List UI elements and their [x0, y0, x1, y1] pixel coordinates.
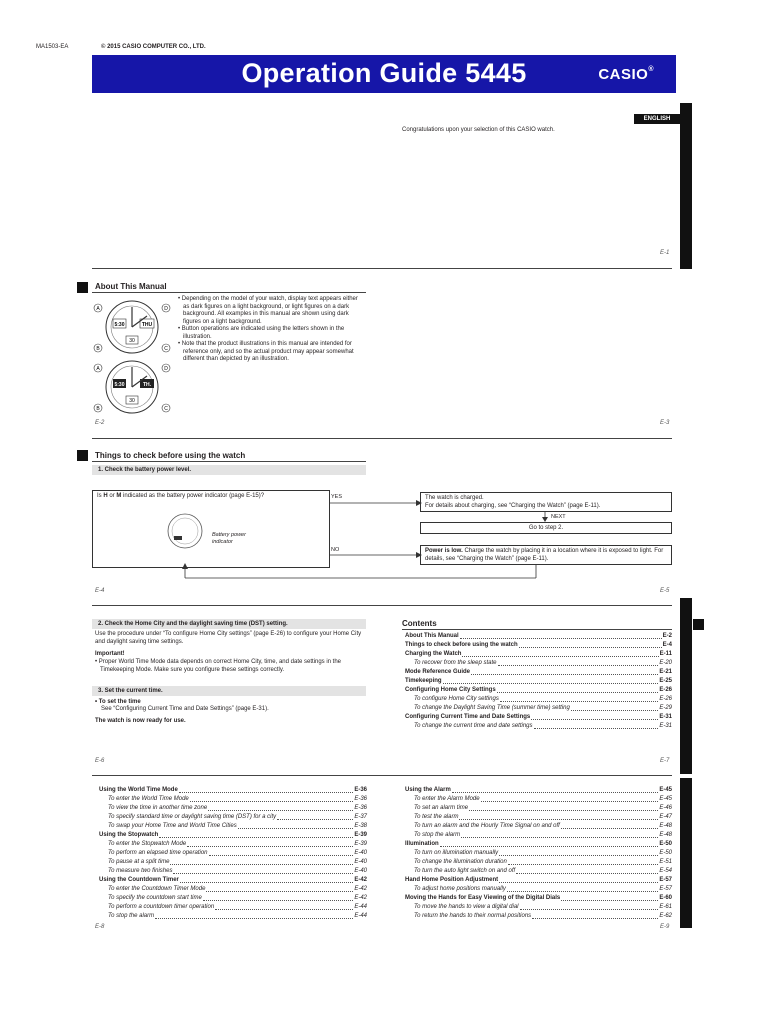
toc-entry-page: E-39	[354, 832, 367, 838]
toc-entry-page: E-42	[354, 886, 367, 892]
toc-entry-page: E-45	[659, 787, 672, 793]
toc-entry	[405, 786, 672, 795]
toc-entry-page: E-42	[354, 877, 367, 883]
toc-leader-dots	[187, 840, 353, 847]
step2-text: Use the procedure under “To configure Home City settings” (page E-26) to configure your Home City and daylight saving time settings.	[95, 631, 362, 645]
toc-entry-page: E-26	[659, 696, 672, 702]
toc-entry-label: To enter the Stopwatch Mode	[108, 841, 187, 847]
indicator-label: Battery power indicator	[212, 532, 246, 545]
page-number: E-3	[660, 420, 670, 426]
ready-text: The watch is now ready for use.	[95, 718, 186, 724]
toc-entry	[405, 813, 672, 822]
toc-entry	[99, 795, 367, 804]
toc-leader-dots	[532, 912, 658, 919]
page-divider	[92, 438, 672, 439]
toc-entry	[405, 632, 672, 641]
toc-leader-dots	[443, 677, 659, 684]
toc-leader-dots	[461, 831, 658, 838]
toc-entry	[99, 894, 367, 903]
list-item: • Depending on the model of your watch, display text appears either as dark figures on a light background, or light figures on a dark background. All examples in this manual are shown using dark figures on a light background.	[178, 296, 358, 325]
toc-entry-label: To perform an elapsed time operation	[108, 850, 208, 856]
contents-list-right	[405, 786, 672, 921]
toc-entry-page: E-11	[659, 651, 672, 657]
page-title: Operation Guide 5445	[241, 58, 527, 88]
toc-entry-label: To enter the World Time Mode	[108, 796, 189, 802]
toc-entry-label: To enter the Alarm Mode	[414, 796, 480, 802]
toc-entry-page: E-21	[659, 669, 672, 675]
toc-entry-page: E-47	[659, 814, 672, 820]
toc-entry-page: E-40	[354, 868, 367, 874]
page-divider	[92, 268, 672, 269]
battery-question-box: Is H or M indicated as the battery power indicator (page E-15)?	[92, 490, 330, 568]
toc-entry-label: Using the Alarm	[405, 787, 451, 793]
next-label: NEXT	[551, 514, 566, 520]
toc-entry-label: To test the alarm	[414, 814, 459, 820]
toc-entry-label: Configuring Current Time and Date Settings	[405, 714, 531, 720]
toc-entry-page: E-61	[659, 904, 672, 910]
svg-text:A: A	[96, 366, 100, 372]
toc-leader-dots	[159, 831, 353, 838]
return-arrow	[180, 562, 542, 582]
toc-entry-label: To change the illumination duration	[414, 859, 507, 865]
toc-entry-page: E-48	[659, 823, 672, 829]
toc-leader-dots	[498, 659, 659, 666]
toc-leader-dots	[531, 713, 658, 720]
toc-entry-label: To turn an alarm and the Hourly Time Signal on and off	[414, 823, 560, 829]
svg-text:D: D	[164, 366, 168, 372]
watch-day: THU	[141, 322, 153, 328]
toc-entry	[405, 641, 672, 650]
toc-leader-dots	[499, 849, 658, 856]
toc-leader-dots	[170, 858, 353, 865]
toc-entry	[99, 840, 367, 849]
toc-entry	[405, 885, 672, 894]
toc-leader-dots	[462, 650, 658, 657]
toc-entry	[405, 795, 672, 804]
page-number: E-4	[95, 588, 105, 594]
toc-entry	[405, 722, 672, 731]
toc-leader-dots	[206, 885, 353, 892]
toc-entry	[99, 885, 367, 894]
casio-logo: CASIO®	[598, 66, 654, 83]
toc-entry	[405, 840, 672, 849]
section-underline	[92, 292, 366, 293]
toc-entry-label: To perform a countdown timer operation	[108, 904, 215, 910]
page-number: E-8	[95, 924, 105, 930]
toc-entry-label: To recover from the sleep state	[414, 660, 497, 666]
toc-entry-label: Moving the Hands for Easy Viewing of the Digital Dials	[405, 895, 561, 901]
no-label: NO	[331, 547, 340, 553]
svg-text:A: A	[96, 306, 100, 312]
toc-entry-page: E-20	[659, 660, 672, 666]
list-item: • Note that the product illustrations in this manual are intended for reference only, and so the actual product may appear somewhat different than depicted by an illustration.	[178, 341, 354, 362]
contents-list-left	[99, 786, 367, 921]
toc-entry-label: To turn on illumination manually	[414, 850, 499, 856]
toc-entry-page: E-44	[354, 913, 367, 919]
toc-entry	[405, 650, 672, 659]
about-title: About This Manual	[95, 282, 167, 291]
side-tab-bar	[680, 598, 692, 774]
toc-entry	[405, 903, 672, 912]
toc-entry-label: To change the current time and date settings	[414, 723, 533, 729]
watch-illustration-1	[92, 298, 172, 356]
toc-entry-page: E-42	[354, 895, 367, 901]
svg-text:D: D	[164, 306, 168, 312]
goto-box: Go to step 2.	[420, 522, 672, 534]
toc-leader-dots	[497, 686, 659, 693]
toc-leader-dots	[277, 813, 353, 820]
toc-entry-page: E-2	[662, 633, 672, 639]
svg-text:B: B	[96, 406, 100, 412]
toc-entry-label: Using the Stopwatch	[99, 832, 159, 838]
next-arrow	[540, 512, 550, 522]
page-number: E-7	[660, 758, 670, 764]
toc-leader-dots	[471, 668, 658, 675]
toc-entry-page: E-40	[354, 859, 367, 865]
toc-entry	[99, 822, 367, 831]
toc-entry-label: To swap your Home Time and World Time Cities	[108, 823, 237, 829]
page-number: E-9	[660, 924, 670, 930]
toc-leader-dots	[561, 822, 659, 829]
toc-entry-page: E-57	[659, 886, 672, 892]
toc-leader-dots	[208, 804, 353, 811]
important-label: Important!	[95, 651, 125, 657]
toc-leader-dots	[534, 722, 659, 729]
toc-entry-label: To configure Home City settings	[414, 696, 499, 702]
toc-entry-label: To enter the Countdown Timer Mode	[108, 886, 206, 892]
set-time-heading: • To set the time	[95, 699, 141, 705]
toc-entry-page: E-46	[659, 805, 672, 811]
toc-entry-label: To turn the auto light switch on and off	[414, 868, 516, 874]
toc-entry-page: E-36	[354, 787, 367, 793]
toc-entry-label: To set an alarm time	[414, 805, 469, 811]
toc-entry-page: E-4	[662, 642, 672, 648]
things-title: Things to check before using the watch	[95, 451, 246, 460]
toc-leader-dots	[209, 849, 354, 856]
toc-entry-label: To adjust home positions manually	[414, 886, 506, 892]
svg-text:5:30: 5:30	[114, 382, 125, 388]
title-banner	[92, 55, 676, 93]
step-band: 3. Set the current time.	[92, 686, 366, 696]
toc-entry	[405, 677, 672, 686]
watch-time: 5:30	[114, 322, 125, 328]
power-low-box: Power is low. Charge the watch by placing it in a location where it is exposed to light. For details, see “Charging the Watch” (page E-11).	[420, 545, 672, 565]
toc-entry	[99, 903, 367, 912]
document-code: MA1503-EA	[36, 44, 69, 50]
toc-leader-dots	[440, 840, 659, 847]
page-number: E-6	[95, 758, 105, 764]
toc-leader-dots	[238, 822, 354, 829]
page-divider	[92, 775, 672, 776]
page-number: E-2	[95, 420, 105, 426]
toc-leader-dots	[190, 795, 354, 802]
toc-entry-label: To measure two finishes	[108, 868, 173, 874]
toc-entry-page: E-31	[659, 714, 672, 720]
contents-title: Contents	[402, 619, 437, 628]
toc-entry	[99, 912, 367, 921]
toc-leader-dots	[561, 894, 658, 901]
page-number: E-5	[660, 588, 670, 594]
toc-entry-page: E-40	[354, 850, 367, 856]
toc-entry-label: Using the Countdown Timer	[99, 877, 179, 883]
charged-box: The watch is charged. For details about charging, see “Charging the Watch” (page E-11).	[420, 492, 672, 512]
toc-entry	[405, 686, 672, 695]
toc-entry	[99, 876, 367, 885]
toc-leader-dots	[203, 894, 353, 901]
toc-leader-dots	[452, 786, 659, 793]
toc-leader-dots	[520, 903, 659, 910]
battery-indicator-illustration	[166, 512, 204, 550]
toc-entry-page: E-36	[354, 796, 367, 802]
toc-entry-page: E-50	[659, 841, 672, 847]
toc-entry	[405, 831, 672, 840]
section-marker	[77, 450, 88, 461]
toc-leader-dots	[179, 786, 354, 793]
toc-entry	[99, 831, 367, 840]
toc-entry	[405, 713, 672, 722]
toc-leader-dots	[459, 813, 658, 820]
toc-entry	[405, 849, 672, 858]
toc-entry-page: E-57	[659, 877, 672, 883]
toc-entry	[405, 704, 672, 713]
toc-leader-dots	[500, 695, 658, 702]
toc-entry	[405, 659, 672, 668]
toc-entry	[405, 695, 672, 704]
svg-text:30: 30	[129, 398, 135, 404]
list-item: • Button operations are indicated using the letters shown in the illustration.	[178, 326, 345, 340]
toc-entry-page: E-26	[659, 687, 672, 693]
toc-entry	[99, 804, 367, 813]
toc-entry	[405, 858, 672, 867]
toc-entry-label: Charging the Watch	[405, 651, 462, 657]
toc-entry	[99, 813, 367, 822]
toc-entry-label: To specify standard time or daylight saving time (DST) for a city	[108, 814, 277, 820]
toc-entry	[405, 668, 672, 677]
toc-leader-dots	[173, 867, 353, 874]
step-band: 1. Check the battery power level.	[92, 465, 366, 475]
svg-text:B: B	[96, 346, 100, 352]
svg-text:TH.: TH.	[142, 382, 152, 388]
toc-entry	[99, 867, 367, 876]
toc-leader-dots	[469, 804, 658, 811]
side-tab-bar	[680, 778, 692, 928]
toc-entry-page: E-45	[659, 796, 672, 802]
toc-leader-dots	[155, 912, 353, 919]
toc-leader-dots	[519, 641, 662, 648]
toc-entry-label: To stop the alarm	[108, 913, 155, 919]
toc-entry-page: E-60	[659, 895, 672, 901]
toc-entry-label: To move the hands to view a digital dial	[414, 904, 519, 910]
toc-entry-label: Hand Home Position Adjustment	[405, 877, 499, 883]
important-bullet: • Proper World Time Mode data depends on correct Home City, time, and date settings in the Timekeeping Mode. Make sure you configure these settings correctly.	[95, 659, 342, 673]
toc-entry	[405, 876, 672, 885]
toc-entry-label: Timekeeping	[405, 678, 442, 684]
section-underline	[402, 629, 672, 630]
toc-leader-dots	[180, 876, 353, 883]
svg-text:C: C	[164, 346, 168, 352]
toc-entry	[99, 849, 367, 858]
page-number: E-1	[660, 250, 670, 256]
toc-entry-label: To return the hands to their normal positions	[414, 913, 532, 919]
step-band: 2. Check the Home City and the daylight saving time (DST) setting.	[92, 619, 366, 629]
flow-arrows	[330, 495, 422, 560]
toc-entry-label: Using the World Time Mode	[99, 787, 178, 793]
toc-entry-label: Illumination	[405, 841, 439, 847]
toc-entry	[99, 858, 367, 867]
toc-entry	[405, 912, 672, 921]
toc-leader-dots	[571, 704, 659, 711]
set-time-ref: See “Configuring Current Time and Date Settings” (page E-31).	[101, 706, 269, 712]
toc-entry	[405, 804, 672, 813]
toc-entry-page: E-31	[659, 723, 672, 729]
contents-list	[405, 632, 672, 731]
toc-leader-dots	[481, 795, 659, 802]
toc-entry-page: E-54	[659, 868, 672, 874]
toc-entry-page: E-62	[659, 913, 672, 919]
toc-entry-page: E-48	[659, 832, 672, 838]
side-tab-bar	[680, 103, 692, 269]
section-marker	[693, 619, 704, 630]
toc-leader-dots	[516, 867, 658, 874]
toc-entry-page: E-29	[659, 705, 672, 711]
toc-entry	[405, 822, 672, 831]
toc-entry	[405, 894, 672, 903]
congrats-text: Congratulations upon your selection of this CASIO watch.	[402, 127, 555, 133]
copyright: © 2015 CASIO COMPUTER CO., LTD.	[101, 44, 206, 50]
toc-entry-label: To stop the alarm	[414, 832, 461, 838]
toc-entry-label: To change the Daylight Saving Time (summer time) setting	[414, 705, 570, 711]
toc-entry-label: Configuring Home City Settings	[405, 687, 496, 693]
svg-text:C: C	[164, 406, 168, 412]
section-marker	[77, 282, 88, 293]
watch-illustration-2	[92, 358, 172, 416]
toc-entry-label: To pause at a split time	[108, 859, 170, 865]
toc-leader-dots	[499, 876, 658, 883]
toc-entry-label: To view the time in another time zone	[108, 805, 208, 811]
about-bullets	[178, 296, 364, 364]
watch-seconds: 30	[129, 338, 135, 344]
toc-leader-dots	[215, 903, 353, 910]
toc-entry	[99, 786, 367, 795]
toc-entry-page: E-39	[354, 841, 367, 847]
toc-entry-page: E-51	[659, 859, 672, 865]
yes-label: YES	[331, 494, 343, 500]
toc-entry-page: E-50	[659, 850, 672, 856]
toc-entry-page: E-36	[354, 805, 367, 811]
toc-leader-dots	[460, 632, 662, 639]
toc-entry-label: Mode Reference Guide	[405, 669, 471, 675]
language-tab: ENGLISH	[634, 114, 680, 124]
toc-entry-label: About This Manual	[405, 633, 459, 639]
toc-entry-page: E-37	[354, 814, 367, 820]
toc-entry-page: E-44	[354, 904, 367, 910]
page-divider	[92, 605, 672, 606]
toc-entry-page: E-25	[659, 678, 672, 684]
toc-entry-label: To specify the countdown start time	[108, 895, 202, 901]
toc-leader-dots	[508, 858, 658, 865]
section-underline	[92, 461, 366, 462]
toc-entry-label: Things to check before using the watch	[405, 642, 518, 648]
toc-entry-page: E-38	[354, 823, 367, 829]
toc-entry	[405, 867, 672, 876]
toc-leader-dots	[507, 885, 658, 892]
